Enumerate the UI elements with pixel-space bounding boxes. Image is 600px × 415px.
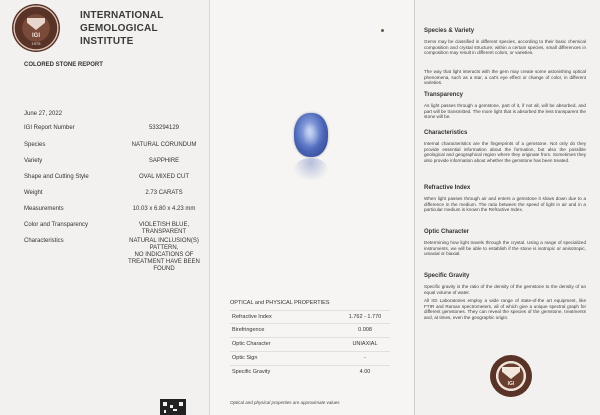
paper-speck: [381, 29, 384, 32]
field-label: Species: [24, 142, 46, 148]
field-value: 10.03 x 6.80 x 4.23 mm: [132, 206, 196, 212]
institute-name-line-3: INSTITUTE: [80, 36, 134, 47]
optical-properties-title: OPTICAL and PHYSICAL PROPERTIES: [230, 300, 330, 306]
logo-initials: IGI: [31, 33, 40, 39]
field-value: NATURAL CORUNDUM: [131, 142, 197, 148]
optical-label: Optic Character: [232, 341, 271, 347]
field-value: 2.73 CARATS: [145, 190, 183, 196]
section-heading: Specific Gravity: [424, 273, 470, 279]
qr-code: [160, 399, 186, 415]
section-text: All IGI Laboratories employ a wide range of state-of-the art equipment, like FTIR and Raman spectrometers, all of which give a unique spectral graph for different gemstones. They can reveal the species of the gemstone, treatments and, at times, even the geographic origin.: [424, 298, 586, 321]
field-label: IGI Report Number: [24, 125, 75, 131]
section-text: Specific gravity is the ratio of the density of the gemstone to the density of an equal volume of water.: [424, 284, 586, 295]
seal-initials: IGI: [507, 381, 515, 387]
report-left-panel: [0, 0, 210, 415]
section-text: Gems may be classified in different species, according to their basic chemical composition and crystal structure; within a certain species, small differences in composition may result in different colors, or varieties.: [424, 39, 586, 56]
field-label: Variety: [24, 158, 43, 164]
section-text: When light passes through air and enters a gemstone it slows down due to a difference in the medium. The ratio between the speed of light in air and in a particular medium is known the Refractive Index.: [424, 196, 586, 213]
section-heading: Species & Variety: [424, 28, 475, 34]
section-text: Determining how light travels through the crystal. Using a range of specialized instruments, we will be able to establish if the stone is isotropic or anisotropic, uniaxial or biaxial.: [424, 240, 586, 257]
field-label: Measurements: [24, 206, 64, 212]
optical-label: Specific Gravity: [232, 369, 271, 375]
igi-seal: [490, 355, 532, 397]
field-value: OVAL MIXED CUT: [138, 174, 189, 180]
section-text: The way that light interacts with the gem may create some astonishing optical phenomena, such as a star, a cat's eye effect or change of color, in different varieties.: [424, 69, 586, 86]
diamond-icon: [27, 18, 45, 30]
optical-label: Birefringence: [232, 327, 265, 333]
section-heading: Refractive Index: [424, 185, 471, 191]
sapphire-reflection: [294, 158, 328, 180]
report-date: June 27, 2022: [24, 111, 63, 117]
report-title: COLORED STONE REPORT: [24, 62, 103, 68]
field-label: Color and Transparency: [24, 222, 89, 228]
institute-name-line-2: GEMOLOGICAL: [80, 23, 158, 34]
optical-value: -: [364, 355, 366, 361]
optical-row: [230, 365, 390, 381]
field-label: Weight: [24, 190, 43, 196]
institute-name-line-1: INTERNATIONAL: [80, 10, 164, 21]
optical-value: UNIAXIAL: [352, 341, 378, 347]
diamond-icon: [502, 367, 520, 379]
section-heading: Optic Character: [424, 229, 470, 235]
section-heading: Characteristics: [424, 130, 468, 136]
logo-year: 1975: [31, 41, 41, 46]
institute-name: [80, 9, 200, 48]
section-text: Internal characteristics are the fingerprints of a gemstone. Not only do they provide essential information about the formation, but also the possible geological and geographical region where they originate from. Sometimes they also provide information about whether the gemstone has been treated.: [424, 141, 586, 164]
optical-label: Optic Sign: [232, 355, 258, 361]
field-value: NATURAL INCLUSION(S) PATTERN, NO INDICATIONS OF TREATMENT HAVE BEEN FOUND: [128, 238, 200, 272]
field-label: Characteristics: [24, 238, 64, 244]
field-value: 533294129: [148, 125, 180, 131]
section-text: As light passes through a gemstone, part of it, if not all, will be absorbed, and part will be transmitted. The more light that is absorbed the less transparent the stone will be.: [424, 103, 586, 120]
optical-label: Refractive Index: [232, 314, 272, 320]
optical-value: 1.762 - 1.770: [348, 314, 382, 320]
igi-logo: [12, 4, 60, 52]
approximate-values-note: Optical and physical properties are approximate values: [230, 400, 340, 405]
sapphire-photo: [294, 113, 328, 157]
field-label: Shape and Cutting Style: [24, 174, 89, 180]
optical-value: 4.00: [359, 369, 371, 375]
section-heading: Transparency: [424, 92, 464, 98]
field-value: VIOLETISH BLUE, TRANSPARENT: [138, 222, 190, 235]
field-value: SAPPHIRE: [148, 158, 180, 164]
optical-value: 0.008: [358, 327, 372, 333]
